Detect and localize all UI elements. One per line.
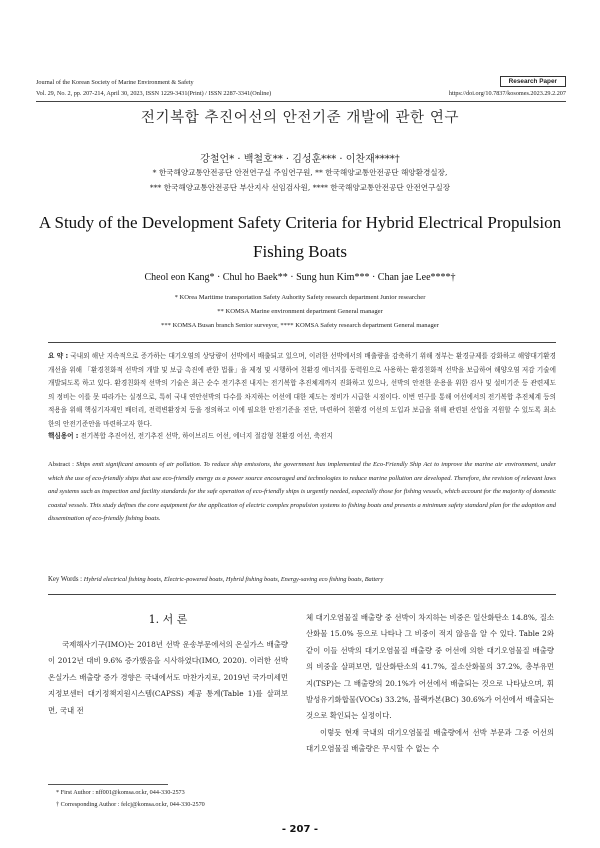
page-number: - 207 - (281, 824, 319, 835)
korean-affiliation-2: *** 한국해양교통안전공단 부산지사 선임검사원, **** 한국해양교통안전공단 안전연구실장 (149, 183, 451, 192)
abstract-top-rule (48, 342, 556, 343)
english-affiliation-2: ** KOMSA Marine environment department General manager (217, 308, 383, 315)
korean-authors: 강철언* · 백철호** · 김성훈*** · 이찬재****† (200, 154, 400, 165)
korean-keywords-text: 전기복합 추진어선, 전기추진 선박, 하이브리드 어선, 에너지 절감형 친환경 어선, 축전지 (80, 432, 333, 440)
introduction-paragraph-1-cont: 체 대기오염물질 배출량 중 선박이 차지하는 비중은 일산화탄소 14.8%, 질소산화물 15.0% 등으로 나타나 그 비중이 적지 않음을 알 수 있다. Table 2와 같이 이들 선박의 대기오염물질 배출량 중 어선에 의한 대기오염물질 배출량의 비중을 살펴보면, 일산화탄소의 41.7%, 질소산화물의 37.2%, 총부유먼지(TSP)는 그 배출량의 20.1%가 어선에서 배출되는 것으로 나타났으며, 휘발성유기화합물(VOCs) 33.2%, 블랙카본(BC) 30.6%가 어선에서 배출되는 것으로 확인되는 실정이다. (306, 613, 554, 721)
korean-keywords (48, 430, 556, 444)
introduction-paragraph-2: 이렇듯 현재 국내의 대기오염물질 배출량에서 선박 부문과 그중 어선의 대기오염물질 배출량은 무시할 수 없는 수 (306, 727, 554, 754)
footnote-rule (48, 784, 168, 785)
research-paper-badge: Research Paper (500, 76, 566, 87)
english-abstract (48, 458, 556, 526)
introduction-paragraph-1: 국제해사기구(IMO)는 2018년 선박 운송부문에서의 온실가스 배출량이 2012년 대비 9.6% 증가했음을 시사하였다(IMO, 2020). 이러한 선박 온실가스 배출량 증가 경향은 국내에서도 마찬가지로, 2019년 국가미세먼지정보센터 대기정책지원시스템(CAPSS) 제공 통계(Table 1)를 살펴보면, 국내 전 (48, 640, 288, 715)
korean-title: 전기복합 추진어선의 안전기준 개발에 관한 연구 (140, 110, 460, 126)
english-affiliation-3: *** KOMSA Busan branch Senior surveyor, **** KOMSA Safety research department General manager (161, 322, 439, 329)
english-keywords-label: Key Words : (48, 576, 83, 583)
journal-name: Journal of the Korean Society of Marine Environment & Safety (36, 79, 194, 86)
header-rule (36, 101, 566, 102)
english-title: A Study of the Development Safety Criteria for Hybrid Electrical Propulsion Fishing Boats (38, 213, 562, 261)
korean-affiliation-1: * 한국해양교통안전공단 안전연구실 주임연구원, ** 한국해양교통안전공단 해양환경실장, (152, 168, 448, 177)
abstract-bottom-rule (48, 594, 556, 595)
section-heading-introduction: 1. 서 론 (148, 613, 188, 626)
korean-abstract-text: 국내외 해난 지속적으로 증가하는 대기오염의 상당량이 선박에서 배출되고 있으며, 이러한 선박에서의 배출량을 감축하기 위해 정부는 환경규제를 강화하고 해양대기환경 개선을 위해 「환경친화적 선박의 개발 및 보급 촉진에 관한 법률」을 제정 및 시행하여 친환경 에너지를 동력원으로 사용하는 환경친화적 선박을 보급하여 해양오염 저감 기술에 개발되도록 하고 있다. 환경친화적 선박의 기술은 최근 순수 전기추진 내지는 전기복합 추진체계까지 진화하고 있으나, 선박의 안전한 운용을 위한 검사 및 설비기준 등 관련제도의 정비는 이를 못 따라가는 실정으로, 특히 국내 연안선박의 다수를 차지하는 어선에 대한 제도는 정비가 시급한 시점이다. 이번 연구를 통해 어선에서의 전기복합 추진체계 등의 적용을 위해 핵심기자재인 배터리, 전력변환장치 등을 정의하고 이에 필요한 안전기준을 진단, 마련하여 친환경 어선의 도입과 보급을 위해 관련된 산업을 지원할 수 있도록 최소한의 안전기준안을 마련하고자 한다. (48, 352, 556, 428)
english-keywords-text: Hybrid electrical fishing boats, Electric-powered boats, Hybrid fishing boats, Energy-saving eco fishing boats, Battery (83, 576, 384, 583)
english-authors: Cheol eon Kang* · Chul ho Baek** · Sung hun Kim*** · Chan jae Lee****† (144, 272, 456, 283)
english-abstract-text: Ships emit significant amounts of air pollution. To reduce ship emissions, the government has implemented the Eco-Friendly Ship Act to improve the marine air environment, under which the use of eco-friendly ships that use eco-friendly energy as a power source encouraged and technologies to reduce marine pollution are developed. Therefore, the revision of relevant laws and systems such as inspection and facility standards for the safe operation of eco-friendly ships is urgently needed, especially those for fishing vessels, which account for the majority of domestic coastal vessels. This study defines the core equipment for the application of electric complex propulsion systems to fishing boats and presents a minimum safety standard plan for the adoption and dissemination of eco-friendly fishing boats. (48, 461, 557, 523)
doi-link[interactable]: https://doi.org/10.7837/kosomes.2023.29.2.207 (448, 90, 566, 97)
english-affiliation-1: * KOrea Maritime transportation Safety Auhority Safety research department Junior researcher (174, 294, 426, 301)
korean-abstract-label: 요 약 : (48, 352, 69, 360)
english-abstract-label: Abstract : (48, 461, 74, 468)
korean-abstract (48, 350, 556, 432)
korean-keywords-label: 핵심용어 : (48, 432, 79, 440)
introduction-right-column (306, 610, 554, 758)
english-keywords (48, 576, 556, 583)
footnote-first-author: * First Author : nff001@komsa.or.kr, 044-330-2573 (56, 789, 185, 796)
introduction-left-column (48, 637, 288, 719)
footnote-corresponding-author: † Corresponding Author : felcj@komsa.or.kr, 044-330-2570 (56, 801, 205, 808)
volume-line: Vol. 29, No. 2, pp. 207-214, April 30, 2023, ISSN 1229-3431(Print) / ISSN 2287-3341(Online) (36, 90, 272, 97)
